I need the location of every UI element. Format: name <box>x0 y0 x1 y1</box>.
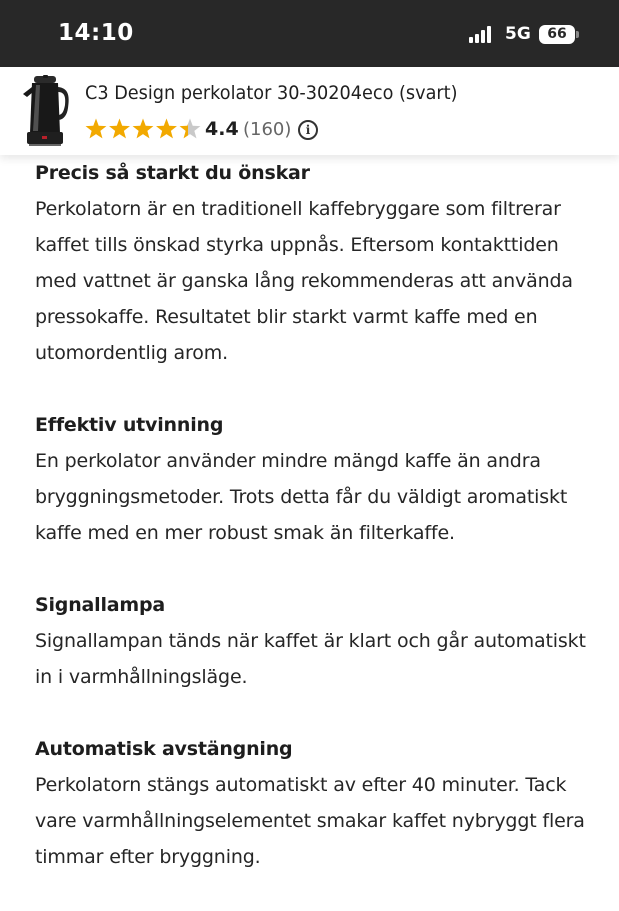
section-heading: Signallampa <box>35 594 166 616</box>
network-type: 5G <box>505 24 531 44</box>
status-bar <box>0 0 619 67</box>
star-icon <box>180 119 201 139</box>
coffee-percolator-icon <box>20 75 72 147</box>
body-line: Perkolatorn stängs automatiskt av efter 40 minuter. Tack <box>35 774 567 796</box>
info-icon[interactable]: i <box>298 120 318 140</box>
body-line: in i varmhållningsläge. <box>35 666 248 688</box>
section-body <box>35 443 595 551</box>
rating-value: 4.4 <box>205 118 239 140</box>
section-body <box>35 623 595 695</box>
body-line: kaffe med en mer robust smak än filterkaffe. <box>35 522 455 544</box>
rating-count[interactable]: (160) <box>243 119 292 140</box>
description-section <box>35 587 595 695</box>
body-line: med vattnet är ganska lång rekommenderas att använda <box>35 270 573 292</box>
star-icon <box>109 119 130 139</box>
body-line: Perkolatorn är en traditionell kaffebryggare som filtrerar <box>35 198 561 220</box>
product-title: C3 Design perkolator 30-30204eco (svart) <box>85 82 458 104</box>
section-heading: Effektiv utvinning <box>35 414 224 436</box>
description-section <box>35 731 595 875</box>
description-section <box>35 155 595 371</box>
star-icon <box>133 119 154 139</box>
body-line: timmar efter bryggning. <box>35 846 261 868</box>
body-line: pressokaffe. Resultatet blir starkt varmt kaffe med en <box>35 306 538 328</box>
section-body <box>35 767 595 875</box>
body-line: kaffet tills önskad styrka uppnås. Eftersom kontakttiden <box>35 234 559 256</box>
body-line: utomordentlig arom. <box>35 342 228 364</box>
section-body <box>35 191 595 371</box>
star-icon <box>156 119 177 139</box>
product-header[interactable] <box>0 67 619 155</box>
status-time: 14:10 <box>58 20 134 46</box>
battery-icon: 66 <box>539 25 575 44</box>
battery-tip <box>576 31 579 38</box>
star-rating <box>85 118 201 140</box>
body-line: bryggningsmetoder. Trots detta får du väldigt aromatiskt <box>35 486 568 508</box>
section-heading: Precis så starkt du önskar <box>35 162 310 184</box>
product-description <box>35 155 595 911</box>
description-section <box>35 407 595 551</box>
body-line: En perkolator använder mindre mängd kaffe än andra <box>35 450 541 472</box>
star-icon <box>86 119 107 139</box>
cellular-signal-icon <box>469 25 495 43</box>
section-heading: Automatisk avstängning <box>35 738 293 760</box>
body-line: vare varmhållningselementet smakar kaffet nybryggt flera <box>35 810 585 832</box>
body-line: Signallampan tänds när kaffet är klart och går automatiskt <box>35 630 586 652</box>
